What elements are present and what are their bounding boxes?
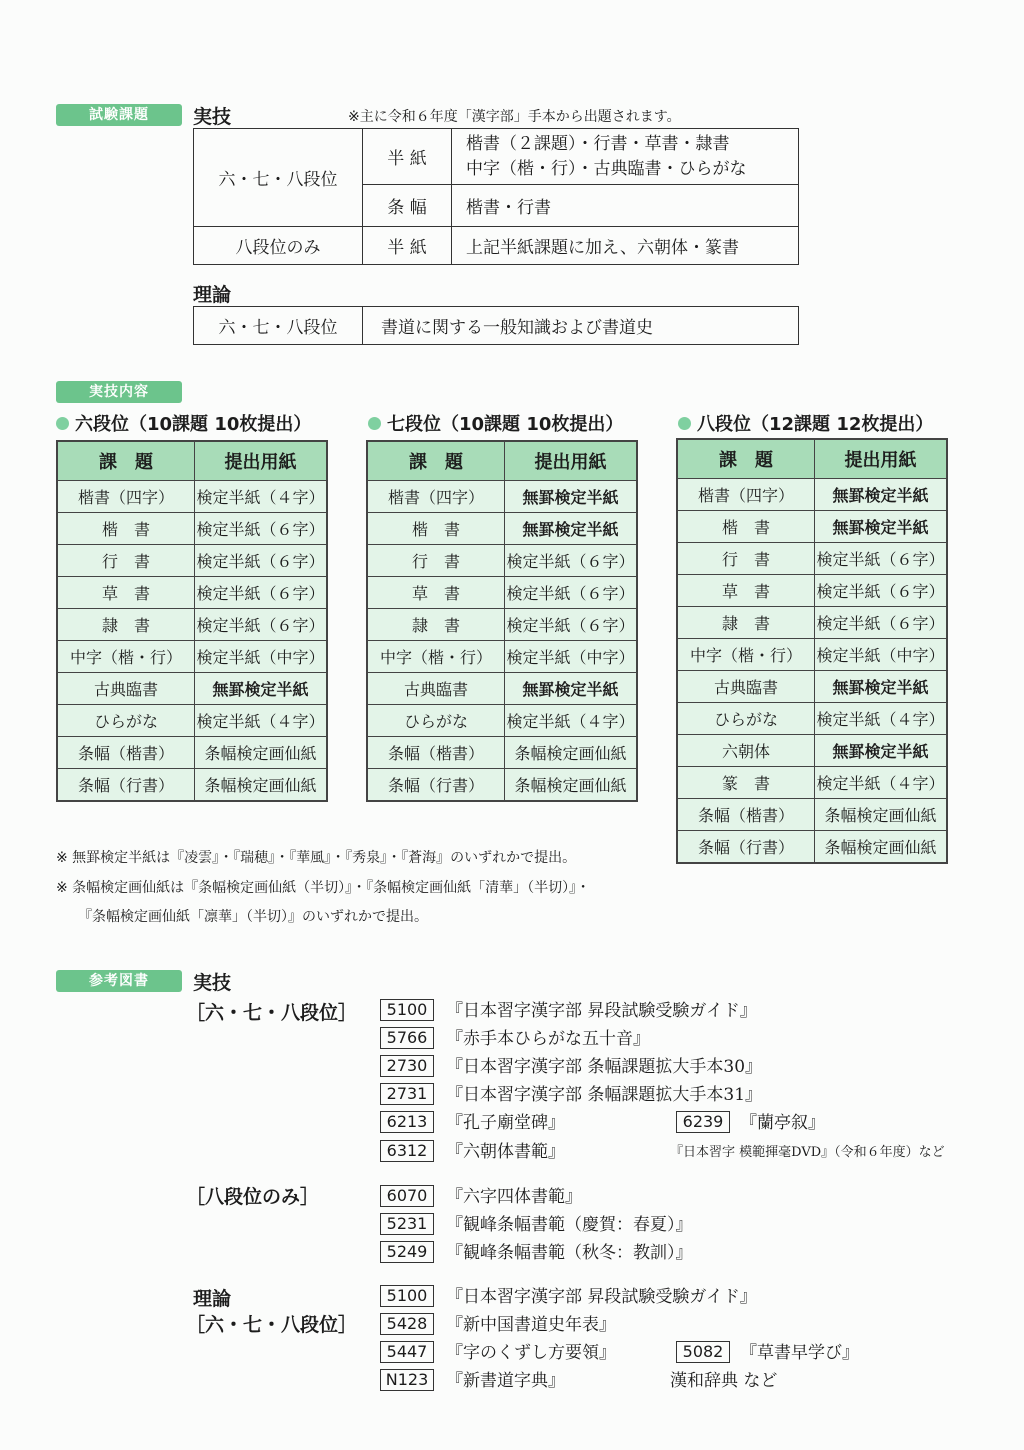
subject-cell: 行 書 [57, 545, 195, 577]
table-row [57, 513, 327, 545]
table-row [367, 737, 637, 769]
subject-cell: 条幅（行書） [367, 769, 505, 802]
exam-level-eighth: 八段位のみ [194, 227, 363, 265]
dictionary-title: 漢和辞典 など [670, 1371, 778, 1391]
subject-cell: 古典臨書 [57, 673, 195, 705]
subject-cell: ひらがな [57, 705, 195, 737]
exam-theory-title: 理論 [193, 284, 232, 306]
table-row [677, 767, 947, 799]
paper-cell: 検定半紙（４字） [815, 703, 948, 735]
book-title: 『新書道字典』 [446, 1371, 565, 1391]
table-row [677, 703, 947, 735]
paper-cell: 条幅検定画仙紙 [815, 831, 948, 864]
subject-cell: 古典臨書 [367, 673, 505, 705]
paper-cell: 検定半紙（６字） [195, 609, 328, 641]
subject-cell: 隷 書 [367, 609, 505, 641]
subject-cell: 楷 書 [677, 511, 815, 543]
book-title: 『日本習字漢字部 条幅課題拡大手本30』 [446, 1057, 763, 1077]
theory-level: 六・七・八段位 [194, 307, 363, 345]
note-gasenshi-cont: 『条幅検定画仙紙「凛華」（半切）』のいずれかで提出。 [78, 909, 428, 925]
table-row [367, 769, 637, 802]
note-mukei: ※ 無罫検定半紙は『凌雲』・『瑞穂』・『華風』・『秀泉』・『蒼海』のいずれかで提出。 [56, 850, 577, 866]
subject-cell: 草 書 [57, 577, 195, 609]
exam-note: ※主に令和６年度「漢字部」手本から出題されます。 [348, 109, 681, 125]
subject-cell: 中字（楷・行） [677, 639, 815, 671]
section-badge-content: 実技内容 [56, 381, 182, 403]
table-row [57, 769, 327, 802]
subject-cell: 条幅（行書） [57, 769, 195, 802]
exam-practical-title: 実技 [193, 106, 232, 128]
subject-cell: 行 書 [367, 545, 505, 577]
subject-cell: 隷 書 [677, 607, 815, 639]
exam-paper-jofuku: 条 幅 [363, 185, 452, 227]
book-code: N123 [380, 1369, 434, 1391]
table-row [57, 481, 327, 513]
book-title: 『六字四体書範』 [446, 1187, 582, 1207]
exam-content-line: 楷書（２課題）・行書・草書・隷書 [466, 133, 730, 154]
paper-cell: 無罫検定半紙 [815, 735, 948, 767]
table-row [677, 479, 947, 511]
book-code: 5100 [380, 999, 434, 1021]
book-code: 2730 [380, 1055, 434, 1077]
paper-cell: 検定半紙（６字） [815, 543, 948, 575]
paper-cell: 無罫検定半紙 [505, 513, 638, 545]
table-row [677, 671, 947, 703]
ref-group-all: ［六・七・八段位］ [186, 1002, 358, 1024]
subject-cell: 楷 書 [57, 513, 195, 545]
table-row [57, 673, 327, 705]
header-paper: 提出用紙 [815, 439, 948, 479]
book-code: 5100 [380, 1285, 434, 1307]
table-row [57, 609, 327, 641]
level-table-7 [366, 440, 638, 802]
book-title: 『六朝体書範』 [446, 1142, 565, 1162]
section-badge-references: 参考図書 [56, 970, 182, 992]
paper-cell: 検定半紙（６字） [815, 575, 948, 607]
book-title: 『孔子廟堂碑』 [446, 1113, 565, 1133]
exam-level-all: 六・七・八段位 [194, 129, 363, 227]
book-title: 『草書早学び』 [740, 1343, 859, 1363]
subject-cell: 篆 書 [677, 767, 815, 799]
level-title-text: 六段位（10課題 10枚提出） [75, 414, 312, 435]
header-paper: 提出用紙 [505, 441, 638, 481]
subject-cell: 隷 書 [57, 609, 195, 641]
exam-content-hanshi [452, 129, 799, 185]
subject-cell: 楷書（四字） [367, 481, 505, 513]
paper-cell: 無罫検定半紙 [815, 479, 948, 511]
level-title-6 [56, 410, 311, 436]
exam-content-line: 中字（楷・行）・古典臨書・ひらがな [466, 158, 747, 179]
exam-content-eighth: 上記半紙課題に加え、六朝体・篆書 [452, 227, 799, 265]
subject-cell: 楷書（四字） [57, 481, 195, 513]
paper-cell: 検定半紙（４字） [195, 481, 328, 513]
subject-cell: 条幅（楷書） [57, 737, 195, 769]
paper-cell: 検定半紙（６字） [505, 609, 638, 641]
table-row [57, 545, 327, 577]
table-row [57, 577, 327, 609]
paper-cell: 検定半紙（４字） [505, 705, 638, 737]
table-row [57, 705, 327, 737]
book-code: 6312 [380, 1140, 434, 1162]
paper-cell: 検定半紙（中字） [505, 641, 638, 673]
section-badge-exam: 試験課題 [56, 104, 182, 126]
header-subject: 課 題 [57, 441, 195, 481]
paper-cell: 無罫検定半紙 [195, 673, 328, 705]
exam-content-jofuku: 楷書・行書 [452, 185, 799, 227]
subject-cell: 行 書 [677, 543, 815, 575]
paper-cell: 検定半紙（中字） [195, 641, 328, 673]
subject-cell: 条幅（楷書） [367, 737, 505, 769]
level-title-text: 七段位（10課題 10枚提出） [387, 414, 624, 435]
subject-cell: 古典臨書 [677, 671, 815, 703]
book-title: 『新中国書道史年表』 [446, 1315, 616, 1335]
subject-cell: 楷 書 [367, 513, 505, 545]
paper-cell: 無罫検定半紙 [815, 671, 948, 703]
level-title-7 [368, 410, 623, 436]
level-title-text: 八段位（12課題 12枚提出） [697, 414, 934, 435]
table-row [677, 735, 947, 767]
book-code: 5249 [380, 1241, 434, 1263]
level-table-6 [56, 440, 328, 802]
bullet-dot-icon [56, 417, 69, 430]
book-code: 2731 [380, 1083, 434, 1105]
subject-cell: ひらがな [367, 705, 505, 737]
table-row [677, 639, 947, 671]
subject-cell: ひらがな [677, 703, 815, 735]
bullet-dot-icon [368, 417, 381, 430]
header-paper: 提出用紙 [195, 441, 328, 481]
paper-cell: 検定半紙（６字） [195, 577, 328, 609]
paper-cell: 検定半紙（６字） [815, 607, 948, 639]
dvd-title: 『日本習字 模範揮毫DVD』（令和６年度）など [670, 1145, 945, 1160]
book-title: 『蘭亭叙』 [740, 1113, 825, 1133]
paper-cell: 検定半紙（６字） [505, 577, 638, 609]
book-code: 6070 [380, 1185, 434, 1207]
paper-cell: 検定半紙（中字） [815, 639, 948, 671]
paper-cell: 条幅検定画仙紙 [815, 799, 948, 831]
book-code: 6213 [380, 1111, 434, 1133]
subject-cell: 中字（楷・行） [367, 641, 505, 673]
exam-table [193, 128, 799, 265]
ref-group-eighth: ［八段位のみ］ [186, 1186, 320, 1208]
book-title: 『観峰条幅書範（慶賀：春夏）』 [446, 1215, 693, 1235]
exam-paper-hanshi: 半 紙 [363, 129, 452, 185]
theory-table [193, 306, 799, 345]
book-title: 『日本習字漢字部 昇段試験受験ガイド』 [446, 1287, 757, 1307]
book-code: 5428 [380, 1313, 434, 1335]
paper-cell: 検定半紙（６字） [195, 545, 328, 577]
book-code: 5447 [380, 1341, 434, 1363]
paper-cell: 検定半紙（４字） [195, 705, 328, 737]
paper-cell: 検定半紙（６字） [505, 545, 638, 577]
table-row [677, 543, 947, 575]
table-row [367, 609, 637, 641]
note-gasenshi: ※ 条幅検定画仙紙は『条幅検定画仙紙（半切）』・『条幅検定画仙紙「清華」（半切）』・ [56, 880, 591, 896]
table-row [367, 481, 637, 513]
subject-cell: 六朝体 [677, 735, 815, 767]
theory-content: 書道に関する一般知識および書道史 [363, 307, 799, 345]
header-subject: 課 題 [677, 439, 815, 479]
book-code: 5766 [380, 1027, 434, 1049]
paper-cell: 無罫検定半紙 [505, 481, 638, 513]
paper-cell: 検定半紙（４字） [815, 767, 948, 799]
book-code: 5231 [380, 1213, 434, 1235]
paper-cell: 無罫検定半紙 [815, 511, 948, 543]
table-row [367, 545, 637, 577]
subject-cell: 中字（楷・行） [57, 641, 195, 673]
paper-cell: 条幅検定画仙紙 [195, 769, 328, 802]
book-title: 『赤手本ひらがな五十音』 [446, 1029, 650, 1049]
level-title-8 [678, 410, 933, 436]
book-title: 『日本習字漢字部 昇段試験受験ガイド』 [446, 1001, 757, 1021]
table-row [367, 513, 637, 545]
book-title: 『観峰条幅書範（秋冬：教訓）』 [446, 1243, 693, 1263]
table-row [677, 511, 947, 543]
exam-paper-hanshi-eighth: 半 紙 [363, 227, 452, 265]
subject-cell: 条幅（楷書） [677, 799, 815, 831]
subject-cell: 草 書 [367, 577, 505, 609]
book-title: 『日本習字漢字部 条幅課題拡大手本31』 [446, 1085, 763, 1105]
paper-cell: 検定半紙（６字） [195, 513, 328, 545]
paper-cell: 条幅検定画仙紙 [195, 737, 328, 769]
table-row [367, 641, 637, 673]
ref-practical-title: 実技 [193, 972, 232, 994]
table-row [367, 577, 637, 609]
subject-cell: 楷書（四字） [677, 479, 815, 511]
level-table-8 [676, 438, 948, 864]
ref-group-theory: ［六・七・八段位］ [186, 1314, 358, 1336]
table-row [367, 705, 637, 737]
table-row [367, 673, 637, 705]
book-code: 6239 [676, 1111, 730, 1133]
book-title: 『字のくずし方要領』 [446, 1343, 616, 1363]
table-row [677, 607, 947, 639]
subject-cell: 条幅（行書） [677, 831, 815, 864]
ref-theory-title: 理論 [193, 1288, 232, 1310]
book-code: 5082 [676, 1341, 730, 1363]
paper-cell: 条幅検定画仙紙 [505, 769, 638, 802]
header-subject: 課 題 [367, 441, 505, 481]
paper-cell: 条幅検定画仙紙 [505, 737, 638, 769]
table-row [677, 799, 947, 831]
table-row [677, 831, 947, 864]
table-row [677, 575, 947, 607]
bullet-dot-icon [678, 417, 691, 430]
subject-cell: 草 書 [677, 575, 815, 607]
paper-cell: 無罫検定半紙 [505, 673, 638, 705]
table-row [57, 641, 327, 673]
table-row [57, 737, 327, 769]
